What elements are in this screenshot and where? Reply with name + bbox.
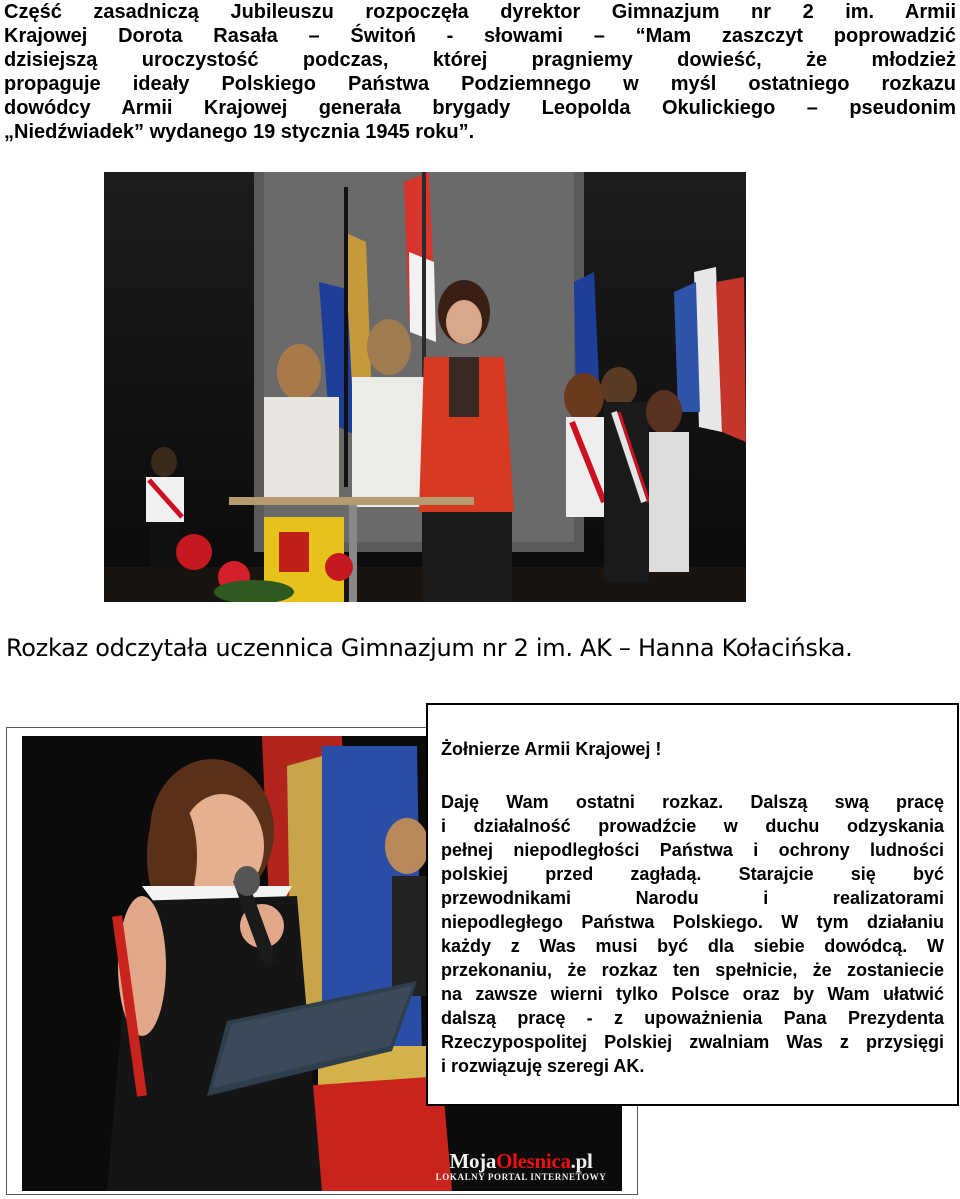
order-line: przewodnikami Narodu i realizatorami <box>441 888 944 908</box>
ceremony-photo-icon <box>104 172 746 602</box>
order-line: przekonaniu, że rozkaz ten spełnicie, że zostaniecie <box>441 960 944 980</box>
order-line: i działalność prowadźcie w duchu odzyskania <box>441 816 944 836</box>
photo-caption: Rozkaz odczytała uczennica Gimnazjum nr 2 im. AK – Hanna Kołacińska. <box>6 634 853 662</box>
watermark-subtitle: LOKALNY PORTAL INTERNETOWY <box>435 1172 607 1182</box>
order-line: pełnej niepodległości Państwa i ochrony ludności <box>441 840 944 860</box>
order-text <box>441 790 944 1078</box>
intro-line: Część zasadniczą Jubileuszu rozpoczęła dyrektor Gimnazjum nr 2 im. Armii <box>4 1 956 23</box>
order-heading: Żołnierze Armii Krajowej ! <box>441 739 662 759</box>
order-line: i rozwiązuję szeregi AK. <box>441 1056 645 1076</box>
intro-line: propaguje ideały Polskiego Państwa Podziemnego w myśl ostatniego rozkazu <box>4 73 956 95</box>
last-order-box <box>426 703 959 1106</box>
intro-line: „Niedźwiadek” wydanego 19 stycznia 1945 roku”. <box>4 121 475 143</box>
order-line: na zawsze wierni tylko Polsce oraz by Wam ułatwić <box>441 984 944 1004</box>
intro-line: dzisiejszą uroczystość podczas, której pragniemy dowieść, że młodzież <box>4 49 956 71</box>
watermark-logo <box>425 1150 617 1188</box>
order-line: każdy z Was musi być dla siebie dowódcą. W <box>441 936 944 956</box>
order-line: polskiej przed zagładą. Starajcie się być <box>441 864 944 884</box>
order-line: Daję Wam ostatni rozkaz. Dalszą swą pracę <box>441 792 944 812</box>
intro-line: dowódcy Armii Krajowej generała brygady Leopolda Okulickiego – pseudonim <box>4 97 956 119</box>
ceremony-photo <box>104 172 746 602</box>
order-line: niepodległego Państwa Polskiego. W tym działaniu <box>441 912 944 932</box>
intro-line: Krajowej Dorota Rasała – Świtoń - słowami – “Mam zaszczyt poprowadzić <box>4 25 956 47</box>
order-line: Rzeczypospolitej Polskiej zwalniam Was z przysięgi <box>441 1032 944 1052</box>
order-line: dalszą pracę - z upoważnienia Pana Prezydenta <box>441 1008 944 1028</box>
intro-paragraph <box>4 0 956 144</box>
watermark-logo-text: MojaOlesnica.pl <box>449 1149 593 1173</box>
